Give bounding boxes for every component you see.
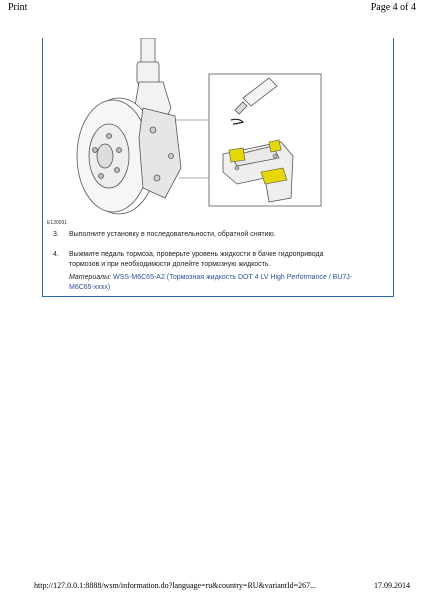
step-text-line: Выжмите педаль тормоза, проверьте уровень жидкости в бачке гидропривода <box>69 251 324 258</box>
brake-caliper <box>139 108 181 198</box>
materials-link[interactable]: WSS-M6C65-A2 (Тормозная жидкость DOT 4 LV High Performance / BU7J- <box>113 274 353 281</box>
page-url: http://127.0.0.1:8888/wsm/information.do?language=ru&country=RU&variantId=267... <box>34 581 317 590</box>
print-date: 17.09.2014 <box>374 581 410 590</box>
step-text: Выполните установку в последовательности, обратной снятию. <box>69 231 276 238</box>
step-number: 3. <box>53 231 59 238</box>
print-label: Print <box>8 2 28 13</box>
materials-label: Материалы: <box>69 274 112 281</box>
content-frame <box>42 38 394 297</box>
step-text-line: тормозов и при необходимости долейте тормозную жидкость. <box>69 261 271 268</box>
step-number: 4. <box>53 251 59 258</box>
page-indicator: Page 4 of 4 <box>370 2 416 13</box>
detail-inset <box>209 74 321 206</box>
materials-link-cont[interactable]: M6C65-xxxx) <box>69 284 111 291</box>
figure-code: E130091 <box>47 220 68 226</box>
brake-assembly-illustration <box>43 38 393 218</box>
materials-block <box>69 273 369 293</box>
